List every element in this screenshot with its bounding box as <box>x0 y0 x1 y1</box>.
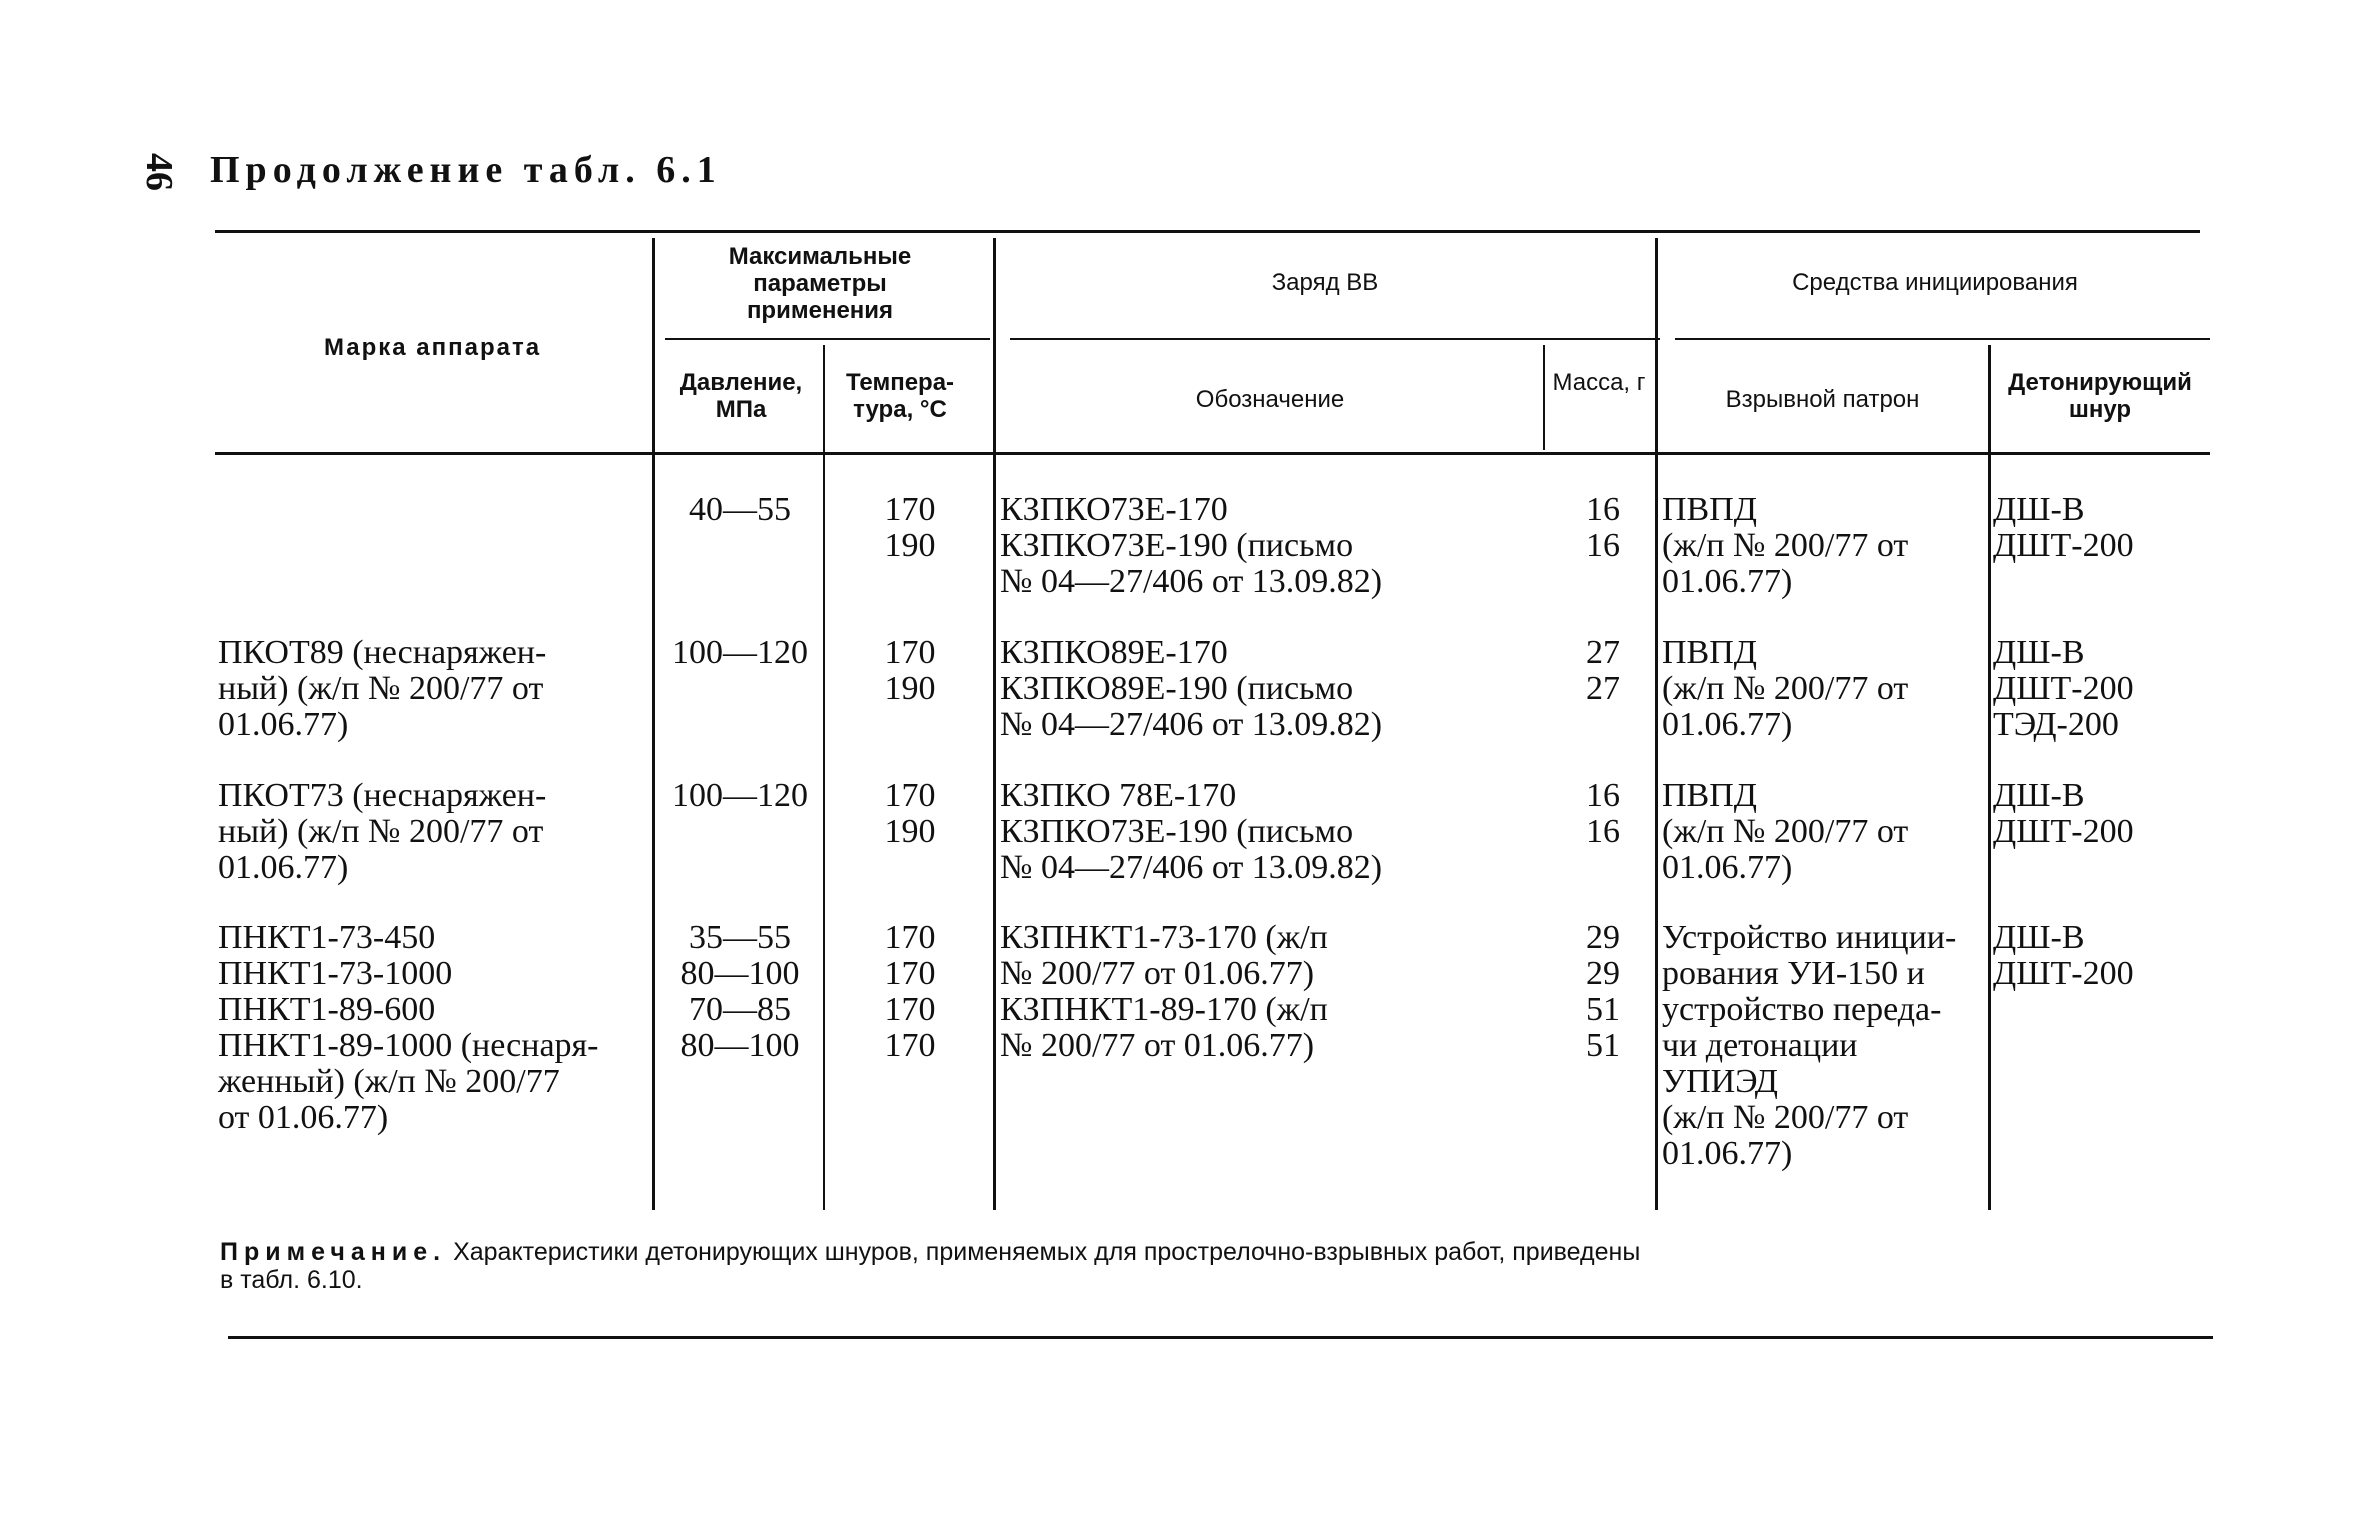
header-cartridge: Взрывной патрон <box>1725 386 1920 413</box>
row2-cord: ДШ-В ДШТ-200 ТЭД-200 <box>1993 634 2134 743</box>
row1-mass: 16 16 <box>1586 491 1620 564</box>
row3-mass: 16 16 <box>1586 777 1620 850</box>
row4-temperature: 170 170 170 170 <box>884 919 936 1064</box>
header-mass: Масса, г <box>1552 369 1646 396</box>
subheader-rule-init <box>1675 338 2210 340</box>
col-divider-5 <box>1655 238 1658 1210</box>
row4-designation: КЗПНКТ1-73-170 (ж/п № 200/77 от 01.06.77) КЗПНКТ1-89-170 (ж/п № 200/77 от 01.06.77) <box>1000 919 1328 1064</box>
header-pressure: Давление, МПа <box>679 369 803 423</box>
header-charge: Заряд ВВ <box>1271 269 1379 296</box>
note-text: Характеристики детонирующих шнуров, применяемых для прострелочно-взрывных работ, приведены <box>453 1238 1641 1266</box>
table-note <box>220 1238 1640 1267</box>
table-top-rule <box>215 230 2200 233</box>
header-designation: Обозначение <box>1195 386 1345 413</box>
col-divider-3 <box>993 238 996 1210</box>
header-brand: Марка аппарата <box>323 334 542 361</box>
table-caption: Продолжение табл. 6.1 <box>210 149 722 191</box>
table-bottom-rule <box>228 1336 2213 1339</box>
row4-brand: ПНКТ1-73-450 ПНКТ1-73-1000 ПНКТ1-89-600 ПНКТ1-89-1000 (неснаря- женный) (ж/п № 200/77 от 01.06.77) <box>218 919 599 1136</box>
header-max-params: Максимальные параметры применения <box>728 243 912 324</box>
row4-cord: ДШ-В ДШТ-200 <box>1993 919 2134 992</box>
header-temperature: Темпера-тура, °С <box>845 369 955 423</box>
row2-mass: 27 27 <box>1586 634 1620 707</box>
row3-cartridge: ПВПД (ж/п № 200/77 от 01.06.77) <box>1662 777 1909 886</box>
row3-brand: ПКОТ73 (неснаряжен- ный) (ж/п № 200/77 от 01.06.77) <box>218 777 547 886</box>
col-divider-1 <box>652 238 655 1210</box>
row4-mass: 29 29 51 51 <box>1586 919 1620 1064</box>
row3-pressure: 100—120 <box>672 777 808 814</box>
row3-designation: КЗПКО 78Е-170 КЗПКО73Е-190 (письмо № 04—27/406 от 13.09.82) <box>1000 777 1383 886</box>
row2-designation: КЗПКО89Е-170 КЗПКО89Е-190 (письмо № 04—27/406 от 13.09.82) <box>1000 634 1383 743</box>
table-note-continuation: в табл. 6.10. <box>220 1266 363 1294</box>
row1-pressure: 40—55 <box>689 491 791 528</box>
row3-temperature: 170 190 <box>884 777 936 850</box>
row4-pressure: 35—55 80—100 70—85 80—100 <box>680 919 800 1064</box>
row4-cartridge: Устройство иниции- рования УИ-150 и устройство переда- чи детонации УПИЭД (ж/п № 200/77 от 01.06.77) <box>1662 919 1957 1172</box>
row2-cartridge: ПВПД (ж/п № 200/77 от 01.06.77) <box>1662 634 1909 743</box>
page-number: 46 <box>138 153 180 191</box>
header-initiation: Средства инициирования <box>1792 269 2078 296</box>
subheader-rule-charge <box>1010 338 1660 340</box>
col-divider-6 <box>1988 345 1991 1210</box>
row2-temperature: 170 190 <box>884 634 936 707</box>
row1-temperature: 170 190 <box>884 491 936 564</box>
row2-pressure: 100—120 <box>672 634 808 671</box>
header-cord: Детонирующий шнур <box>2008 369 2192 423</box>
row1-cartridge: ПВПД (ж/п № 200/77 от 01.06.77) <box>1662 491 1909 600</box>
row2-brand: ПКОТ89 (неснаряжен- ный) (ж/п № 200/77 от 01.06.77) <box>218 634 547 743</box>
subheader-rule-params <box>665 338 990 340</box>
header-bottom-rule <box>215 452 2210 455</box>
row3-cord: ДШ-В ДШТ-200 <box>1993 777 2134 850</box>
col-divider-2 <box>823 345 825 1210</box>
note-label: Примечание. <box>220 1238 447 1266</box>
row1-cord: ДШ-В ДШТ-200 <box>1993 491 2134 564</box>
col-divider-4 <box>1543 345 1545 450</box>
row1-designation: КЗПКО73Е-170 КЗПКО73Е-190 (письмо № 04—27/406 от 13.09.82) <box>1000 491 1383 600</box>
